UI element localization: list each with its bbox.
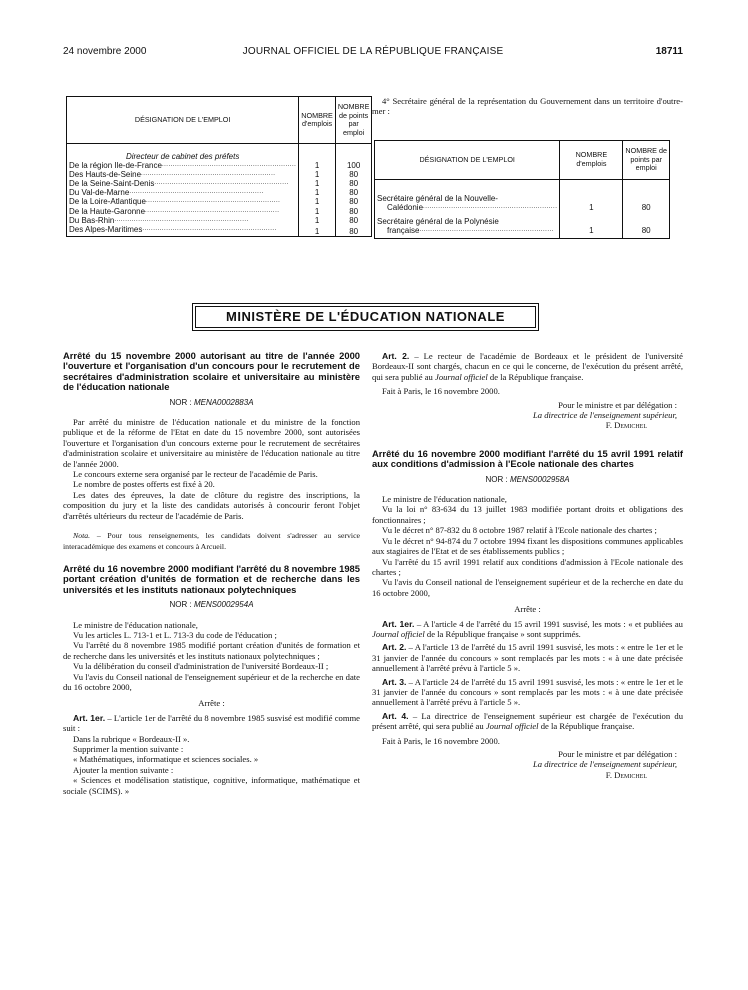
paragraph: Vu le décret n° 94-874 du 7 octobre 1994 fixant les dispositions communes applicables aux stagiaires de l'Etat et de ses établissements publics ;	[372, 535, 683, 557]
decree-title: Arrêté du 16 novembre 2000 modifiant l'arrêté du 15 avril 1991 relatif aux conditions d'admission à l'Ecole nationale des chartes	[372, 447, 683, 470]
decree-title: Arrêté du 15 novembre 2000 autorisant au titre de l'année 2000 l'ouverture et l'organisation d'un concours pour le recrutement de secrétaires d'administration scolaire et universitaire au ministère de l'éducation nationale	[63, 350, 360, 393]
paragraph: « Sciences et modélisation statistique, cognitive, informatique, mathématique et sociale (SCIMS). »	[63, 775, 360, 796]
table-overseas	[374, 140, 670, 239]
paragraph: Vu la délibération du conseil d'administration de l'université Bordeaux-II ;	[73, 661, 329, 672]
left-column	[63, 351, 360, 796]
col-header-count: NOMBRE d'emplois	[299, 97, 336, 144]
table-row: De la Seine-Saint-Denis .............................................................. 1 80	[67, 179, 372, 188]
table-row: De la Loire-Atlantique .............................................................. 1 80	[67, 197, 372, 206]
paragraph: Vu les articles L. 713-1 et L. 713-3 du code de l'éducation ;	[73, 629, 277, 640]
table-row: De la région Ile-de-France .............................................................. 1 100	[67, 161, 372, 170]
table-section-label: Directeur de cabinet des préfets	[125, 152, 240, 161]
paragraph: Vu l'arrêté du 15 avril 1991 relatif aux conditions d'admission à l'Ecole nationale des chartes ;	[372, 556, 683, 577]
col-header-points: NOMBRE de points par emploi	[335, 97, 372, 144]
paragraph: Par arrêté du ministre de l'éducation nationale et du ministre de la fonction publique et de la réforme de l'Etat en date du 15 novembre 2000, sont autorisées l'ouverture et l'organisation d'un concours externe pour le recrutement de secrétaires d'administration scolaire et universitaire au ministère de l'éducation nationale au titre de l'année 2000.	[63, 417, 360, 469]
col-header-count: NOMBRE d'emplois	[560, 141, 623, 180]
intro-overseas: 4° Secrétaire général de la représentation du Gouvernement dans un territoire d'outre-mer :	[372, 96, 683, 117]
signature-block: Pour le ministre et par délégation : La directrice de l'enseignement supérieur, F. Demichel	[533, 399, 677, 431]
article: Art. 4. – La directrice de l'enseignement supérieur est chargée de l'exécution du présent arrêté, qui sera publié au Journal officiel de la République française.	[372, 710, 684, 732]
decree-title: Arrêté du 16 novembre 2000 modifiant l'arrêté du 8 novembre 1985 portant création d'unités de formation et de recherche dans les universités et les instituts nationaux polytechniques	[63, 562, 360, 595]
col-header-points: NOMBRE de points par emploi	[623, 141, 670, 180]
right-column	[372, 351, 683, 780]
done-at: Fait à Paris, le 16 novembre 2000.	[382, 386, 500, 397]
article: Art. 2. – A l'article 13 de l'arrêté du 15 avril 1991 susvisé, les mots : « entre le 1er et le 31 janvier de l'année du concours » sont remplacés par les mots : « à une date précisée annuellement à l'arrêté prévu à l'article 5 ».	[372, 642, 683, 674]
article: Art. 3. – A l'article 24 de l'arrêté du 15 avril 1991 susvisé, les mots : « entre le 1er et le 31 janvier de l'année du concours » sont remplacés par les mots : « à une date précisée annuellement à l'arrêté prévu à l'article 5 ».	[372, 676, 683, 708]
table-row: Du Bas-Rhin .............................................................. 1 80	[67, 216, 372, 225]
table-row: De la Haute-Garonne .............................................................. 1 80	[67, 207, 372, 216]
page-header	[63, 46, 683, 60]
paragraph: Dans la rubrique « Bordeaux-II ».	[73, 733, 190, 744]
paragraph: Le ministre de l'éducation nationale,	[73, 619, 198, 630]
paragraph: Le nombre de postes offerts est fixé à 20.	[73, 479, 215, 490]
article: Art. 1er. – A l'article 4 de l'arrêté du 15 avril 1991 susvisé, les mots : « et publiées au Journal officiel de la République française » sont supprimés.	[372, 618, 683, 639]
done-at: Fait à Paris, le 16 novembre 2000.	[382, 735, 500, 746]
table-row: Des Hauts-de-Seine .............................................................. 1 80	[67, 170, 372, 179]
article: Art. 1er. – L'article 1er de l'arrêté du 8 novembre 1985 susvisé est modifié comme suit :	[63, 712, 361, 734]
paragraph: Vu l'avis du Conseil national de l'enseignement supérieur et de la recherche en date du 16 octobre 2000,	[372, 577, 683, 598]
paragraph: Vu la loi n° 83-634 du 13 juillet 1983 modifiée portant droits et obligations des fonctionnaires ;	[372, 504, 683, 525]
paragraph: Vu l'arrêté du 8 novembre 1985 modifié portant création d'unités de formation et de recherche dans les universités et les instituts nationaux polytechniques ;	[63, 640, 360, 661]
journal-title: JOURNAL OFFICIEL DE LA RÉPUBLIQUE FRANÇAISE	[242, 46, 504, 57]
table-row: Des Alpes-Maritimes .............................................................. 1 80	[67, 225, 372, 237]
nor-reference: NOR : MENS0002958A	[485, 474, 570, 484]
paragraph: Les dates des épreuves, la date de clôture du registre des inscriptions, la composition du jury et la liste des candidats autorisés à concourir feront l'objet d'arrêtés ultérieurs du recteur de l'académie de Paris.	[63, 489, 360, 521]
arrete-label: Arrête :	[514, 604, 541, 615]
paragraph: Vu le décret n° 87-832 du 8 octobre 1987 relatif à l'Ecole nationale des chartes ;	[382, 525, 657, 536]
paragraph: Le ministre de l'éducation nationale,	[382, 494, 507, 505]
ministry-heading: MINISTÈRE DE L'ÉDUCATION NATIONALE	[192, 303, 539, 331]
paragraph: « Mathématiques, informatique et sciences sociales. »	[73, 754, 259, 765]
col-header-designation: DÉSIGNATION DE L'EMPLOI	[375, 141, 560, 180]
article: Art. 2. – Le recteur de l'académie de Bordeaux et le président de l'université Bordeaux-II sont chargés, chacun en ce qui le concerne, de l'exécution du présent arrêté, qui sera publié au Journal officiel de la République française.	[372, 351, 683, 382]
table-row: Du Val-de-Marne .............................................................. 1 80	[67, 188, 372, 197]
paragraph: Supprimer la mention suivante :	[73, 744, 184, 754]
nor-reference: NOR : MENA0002883A	[169, 397, 254, 407]
nor-reference: NOR : MENS0002954A	[169, 600, 254, 610]
page-number: 18711	[655, 46, 683, 57]
table-row: Secrétaire général de la Nouvelle- Calédonie .............................................................. 1 80	[375, 179, 670, 212]
table-row: Secrétaire général de la Polynésie française .............................................................. 1 80	[375, 212, 670, 239]
col-header-designation: DÉSIGNATION DE L'EMPLOI	[67, 97, 299, 144]
header-date: 24 novembre 2000	[63, 46, 147, 57]
table-prefect-cabinet	[66, 96, 372, 237]
paragraph: Vu l'avis du Conseil national de l'enseignement supérieur et de la recherche en date du 16 octobre 2000,	[63, 671, 360, 692]
paragraph: Ajouter la mention suivante :	[73, 764, 174, 775]
signature-block: Pour le ministre et par délégation : La directrice de l'enseignement supérieur, F. Demichel	[533, 749, 677, 780]
paragraph: Le concours externe sera organisé par le recteur de l'académie de Paris.	[73, 469, 318, 480]
nota: Nota. – Pour tous renseignements, les candidats doivent s'adresser au service interacadémique des examens et concours à Arcueil.	[63, 531, 360, 551]
arrete-label: Arrête :	[198, 698, 225, 709]
